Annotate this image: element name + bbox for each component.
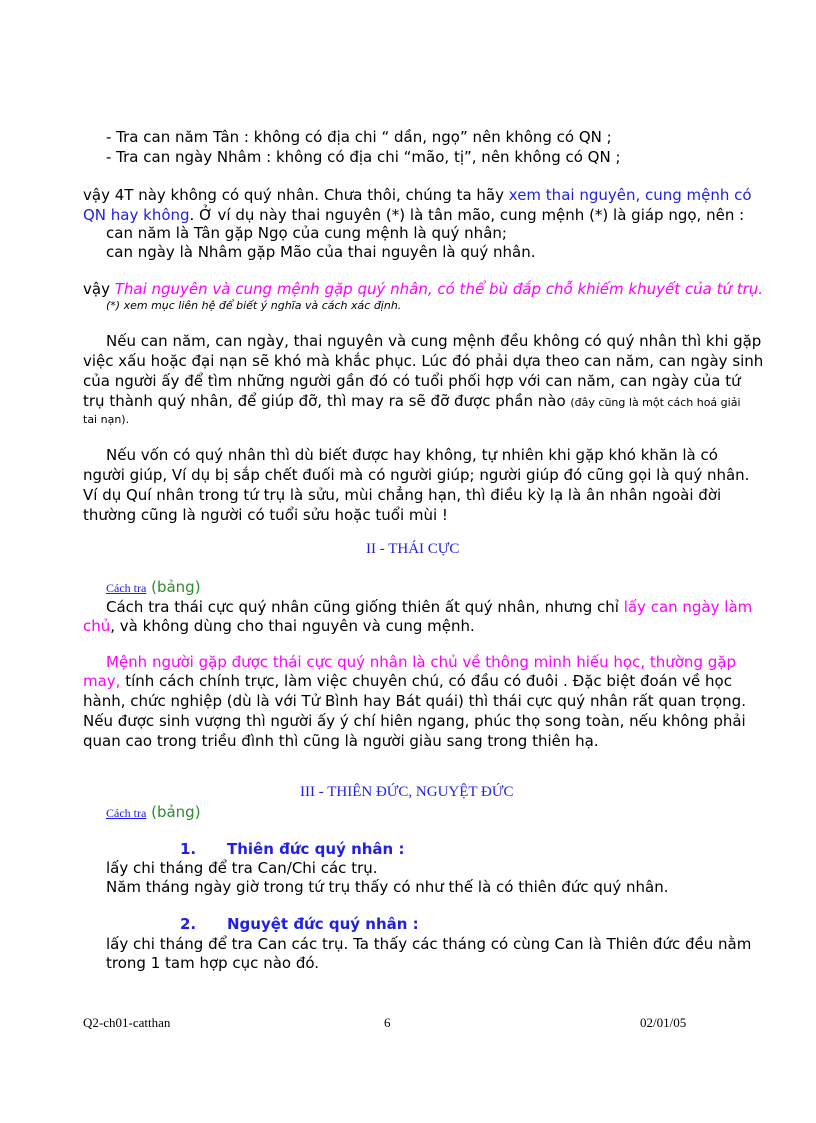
text-line: người giúp, Ví dụ bị sắp chết đuối mà có người giúp; người giúp đó cũng gọi là quý nhân. xyxy=(83,466,750,484)
text-line xyxy=(83,186,752,204)
text-line: lấy chi tháng để tra Can/Chi các trụ. xyxy=(106,859,378,877)
section-heading: II - THÁI CỰC xyxy=(366,541,460,557)
highlight-text: QN hay không xyxy=(83,206,190,224)
text-line: can năm là Tân gặp Ngọ của cung mệnh là quý nhân; xyxy=(106,224,507,242)
text-span: vậy 4T này không có quý nhân. Chưa thôi, chúng ta hãy xyxy=(83,186,509,204)
item-number: 2. xyxy=(180,915,197,933)
text-line: can ngày là Nhâm gặp Mão của thai nguyên là quý nhân. xyxy=(106,243,536,261)
text-span: vậy xyxy=(83,280,115,298)
text-line: tai nạn). xyxy=(83,413,130,426)
section-heading: III - THIÊN ĐỨC, NGUYỆT ĐỨC xyxy=(300,784,514,800)
footer-date: 02/01/05 xyxy=(640,1015,687,1030)
text-line: Ví dụ Quí nhân trong tứ trụ là sửu, mùi chẳng hạn, thì điều kỳ lạ là ân nhân ngoài đời xyxy=(83,486,722,504)
text-line: trong 1 tam hợp cục nào đó. xyxy=(106,954,320,972)
table-label: (bảng) xyxy=(151,578,201,596)
text-span: . Ở ví dụ này thai nguyên (*) là tân mão, cung mệnh (*) là giáp ngọ, nên : xyxy=(189,206,745,224)
text-line: Năm tháng ngày giờ trong tứ trụ thấy có như thế là có thiên đức quý nhân. xyxy=(106,878,669,896)
text-span: trụ thành quý nhân, để giúp đỡ, thì may ra sẽ đỡ được phần nào xyxy=(83,392,571,410)
highlight-text: Thai nguyên và cung mệnh gặp quý nhân, có thể bù đắp chỗ khiếm khuyết của tứ trụ. xyxy=(114,280,764,298)
table-label: (bảng) xyxy=(151,803,201,821)
item-number: 1. xyxy=(180,840,197,858)
text-span: tính cách chính trực, làm việc chuyên chú, có đầu có đuôi . Đặc biệt đoán về học xyxy=(120,672,732,690)
text-line: quan cao trong triều đình thì cũng là người giàu sang trong thiên hạ. xyxy=(83,732,599,750)
text-line: - Tra can ngày Nhâm : không có địa chi “mão, tị”, nên không có QN ; xyxy=(106,148,621,166)
text-line: Nếu được sinh vượng thì người ấy ý chí hiên ngang, phúc thọ song toàn, nếu không phải xyxy=(83,712,746,730)
highlight-text: xem thai nguyên, cung mệnh có xyxy=(508,186,752,204)
text-line: - Tra can năm Tân : không có địa chi “ dần, ngọ” nên không có QN ; xyxy=(106,128,612,146)
lookup-line xyxy=(106,803,201,821)
text-line: hành, chức nghiệp (dù là với Tử Bình hay Bát quái) thì thái cực quý nhân rất quan trọng. xyxy=(83,692,746,710)
text-line: lấy chi tháng để tra Can các trụ. Ta thấy các tháng có cùng Can là Thiên đức đều nằm xyxy=(106,935,752,953)
how-to-lookup-link[interactable]: Cách tra xyxy=(106,806,147,820)
text-span: , và không dùng cho thai nguyên và cung mệnh. xyxy=(110,617,475,635)
how-to-lookup-link[interactable]: Cách tra xyxy=(106,581,147,595)
highlight-text: Mệnh người gặp được thái cực quý nhân là chủ về thông minh hiếu học, thường gặp xyxy=(106,653,736,671)
subheading: Nguyệt đức quý nhân : xyxy=(227,915,419,933)
text-line xyxy=(83,672,732,690)
subheading: Thiên đức quý nhân : xyxy=(227,840,405,858)
text-line xyxy=(83,392,741,410)
footnote: (*) xem mục liên hệ để biết ý nghĩa và cách xác định. xyxy=(106,299,402,312)
text-line xyxy=(83,206,744,224)
list-item-number xyxy=(180,915,196,933)
text-line xyxy=(106,598,752,616)
text-line: Nếu can năm, can ngày, thai nguyên và cung mệnh đều không có quý nhân thì khi gặp xyxy=(106,332,762,350)
list-item-number xyxy=(180,840,196,858)
text-line: thường cũng là người có tuổi sửu hoặc tuổi mùi ! xyxy=(83,506,448,524)
highlight-text: chủ xyxy=(83,617,111,635)
text-line xyxy=(83,280,763,298)
highlight-text: lấy can ngày làm xyxy=(623,598,753,616)
highlight-text: may, xyxy=(83,672,121,690)
text-span: Cách tra thái cực quý nhân cũng giống thiên ất quý nhân, nhưng chỉ xyxy=(106,598,624,616)
lookup-line xyxy=(106,578,201,596)
text-line: Nếu vốn có quý nhân thì dù biết được hay không, tự nhiên khi gặp khó khăn là có xyxy=(106,446,718,464)
text-line: việc xấu hoặc đại nạn sẽ khó mà khắc phục. Lúc đó phải dựa theo can năm, can ngày sinh xyxy=(83,352,764,370)
text-line xyxy=(83,617,475,635)
text-line: của người ấy để tìm những người gần đó có tuổi phối hợp với can năm, can ngày của tứ xyxy=(83,372,741,390)
page-number: 6 xyxy=(384,1015,391,1030)
footer-left: Q2-ch01-catthan xyxy=(83,1015,171,1030)
text-span: (đây cũng là một cách hoá giải xyxy=(570,396,741,409)
